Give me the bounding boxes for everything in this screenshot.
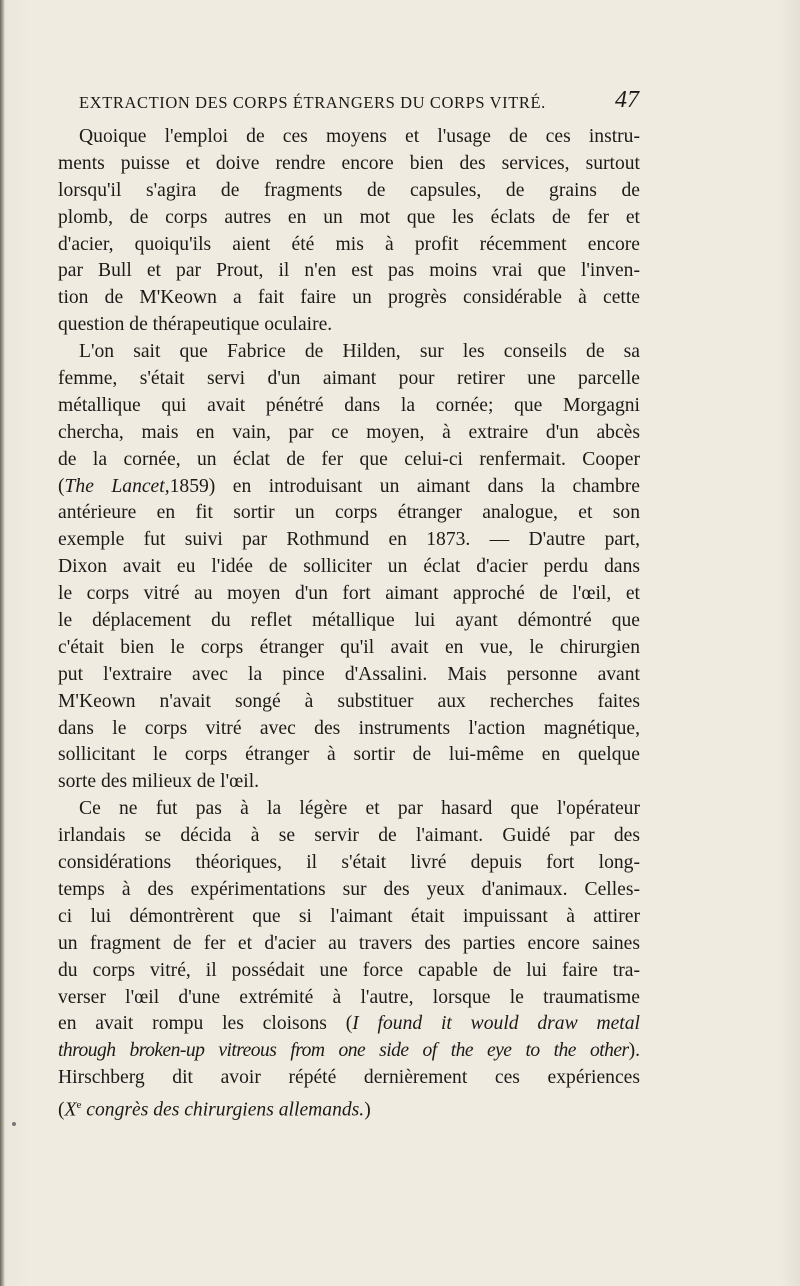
text-line-quote-continued (58, 1038, 640, 1065)
text-line: exemple fut suivi par Rothmund en 1873. — D'autre part, (58, 529, 640, 551)
text-line: M'Keown n'avait songé à substituer aux recherches faites (58, 690, 640, 712)
text-line: Dixon avait eu l'idée de solliciter un éclat d'acier perdu dans (58, 556, 640, 578)
text-line: dans le corps vitré avec des instruments l'action magnétique, (58, 717, 640, 739)
text-line: considérations théoriques, il s'était livré depuis fort long- (58, 852, 640, 874)
lancet-open-paren: ( (58, 475, 65, 497)
text-line: le déplacement du reflet métallique lui ayant démontré que (58, 610, 640, 632)
quote-open-paren: ( (345, 1013, 353, 1035)
source-superscript: e (76, 1099, 82, 1112)
text-line: put l'extraire avec la pince d'Assalini. Mais personne avant (58, 663, 640, 685)
text-line: sollicitant le corps étranger à sortir de lui-même en quelque (58, 744, 640, 766)
quote-line-start: en avait rompu les cloisons (58, 1013, 327, 1035)
text-line: d'acier, quoiqu'ils aient été mis à profit récemment encore (58, 233, 640, 255)
body-text (58, 124, 640, 1119)
text-line: temps à des expérimentations sur des yeux d'animaux. Celles- (58, 878, 640, 900)
text-line: antérieure en fit sortir un corps étranger analogue, et son (58, 502, 640, 524)
text-line: ci lui démontrèrent que si l'aimant était impuissant à attirer (58, 905, 640, 927)
text-line: de la cornée, un éclat de fer que celui-ci renfermait. Cooper (58, 448, 640, 470)
quote-close: ). (628, 1040, 640, 1062)
source-open-paren: ( (58, 1099, 65, 1121)
running-title: EXTRACTION DES CORPS ÉTRANGERS DU CORPS VITRÉ. (79, 93, 546, 112)
text-line-quote (58, 1011, 640, 1038)
text-line: ments puisse et doive rendre encore bien des services, surtout (58, 152, 640, 174)
text-line: par Bull et par Prout, il n'en est pas moins vrai que l'inven- (58, 260, 640, 282)
text-line: femme, s'était servi d'un aimant pour retirer une parcelle (58, 368, 640, 390)
text-line: sorte des milieux de l'œil. (58, 771, 260, 793)
lancet-journal-title: The Lancet, (64, 475, 170, 497)
text-line: le corps vitré au moyen d'un fort aimant approché de l'œil, et (58, 583, 640, 605)
text-line: verser l'œil d'une extrémité à l'autre, lorsque le traumatisme (58, 986, 640, 1008)
english-quote-end: through broken-up vitreous from one side of the eye to the other (58, 1040, 629, 1062)
source-note: congrès des chirurgiens allemands. (81, 1099, 365, 1121)
lancet-year: 1859) (169, 475, 216, 497)
lancet-line-rest: en introduisant un aimant dans la chambre (232, 475, 640, 497)
text-line: chercha, mais en vain, par ce moyen, à extraire d'un abcès (58, 421, 640, 443)
source-close-paren: ) (364, 1099, 371, 1121)
text-line-source (58, 1092, 640, 1119)
text-line: plomb, de corps autres en un mot que les éclats de fer et (58, 206, 640, 228)
text-line: irlandais se décida à se servir de l'aimant. Guidé par des (58, 825, 640, 847)
text-line: Hirschberg dit avoir répété dernièrement ces expériences (58, 1067, 640, 1089)
text-line: tion de M'Keown a fait faire un progrès considérable à cette (58, 287, 640, 309)
text-line: lorsqu'il s'agira de fragments de capsules, de grains de (58, 179, 640, 201)
text-line: du corps vitré, il possédait une force capable de lui faire tra- (58, 959, 640, 981)
binding-edge (0, 0, 5, 1286)
text-line: métallique qui avait pénétré dans la cornée; que Morgagni (58, 394, 640, 416)
text-line: Quoique l'emploi de ces moyens et l'usage de ces instru- (79, 126, 640, 147)
english-quote-start: I found it would draw metal (352, 1013, 640, 1035)
page-number: 47 (615, 87, 639, 113)
text-line: Ce ne fut pas à la légère et par hasard que l'opérateur (79, 798, 640, 820)
text-line: L'on sait que Fabrice de Hilden, sur les conseils de sa (79, 341, 640, 363)
running-head (79, 87, 639, 116)
text-line: un fragment de fer et d'acier au travers des parties encore saines (58, 932, 640, 954)
margin-mark (12, 1122, 16, 1126)
text-line: c'était bien le corps étranger qu'il avait en vue, le chirurgien (58, 636, 640, 658)
text-line-lancet (58, 474, 640, 501)
text-line: question de thérapeutique oculaire. (58, 314, 333, 336)
source-numeral: X (64, 1099, 77, 1121)
